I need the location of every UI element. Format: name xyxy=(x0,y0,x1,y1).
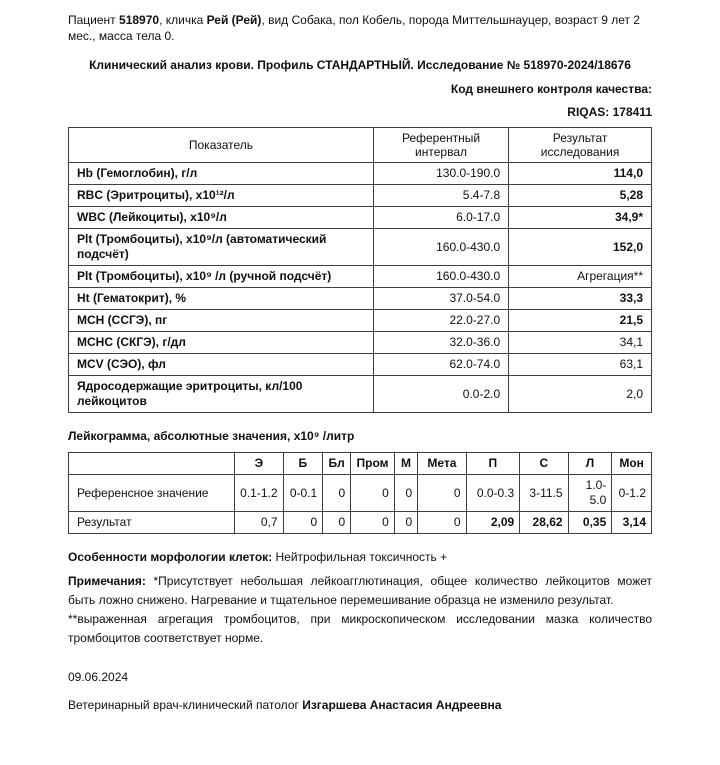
note-paragraph-2 xyxy=(68,610,652,648)
patient-label: Пациент xyxy=(68,13,120,27)
result-cell: 0 xyxy=(283,512,323,534)
reference-interval: 130.0-190.0 xyxy=(373,163,508,185)
cbc-row xyxy=(69,266,652,288)
cbc-row xyxy=(69,332,652,354)
reference-interval: 0.0-2.0 xyxy=(373,376,508,413)
cbc-header-reference: Референтный интервал xyxy=(373,128,508,163)
reference-interval: 5.4-7.8 xyxy=(373,185,508,207)
cell-morphology-line xyxy=(68,550,652,564)
cbc-header-row xyxy=(69,128,652,163)
row-label: Результат xyxy=(69,512,235,534)
leukogram-column-header: С xyxy=(520,453,568,475)
result-value: 114,0 xyxy=(509,163,652,185)
indicator-name: MCHC (СКГЭ), г/дл xyxy=(69,332,374,354)
indicator-name: Ht (Гематокрит), % xyxy=(69,288,374,310)
leukogram-corner-cell xyxy=(69,453,235,475)
cbc-header-indicator: Показатель xyxy=(69,128,374,163)
cbc-row xyxy=(69,288,652,310)
result-value: 5,28 xyxy=(509,185,652,207)
reference-interval: 6.0-17.0 xyxy=(373,207,508,229)
indicator-name: RBC (Эритроциты), х10¹²/л xyxy=(69,185,374,207)
result-cell: 0,35 xyxy=(568,512,612,534)
indicator-name: Hb (Гемоглобин), г/л xyxy=(69,163,374,185)
note-text-1: *Присутствует небольшая лейкоагглютинация, общее количество лейкоцитов может быть ложно снижено. Нагревание и тщательное перемешивание образца не изменило результат. xyxy=(68,574,652,607)
reference-cell: 3-11.5 xyxy=(520,475,568,512)
reference-interval: 160.0-430.0 xyxy=(373,229,508,266)
indicator-name: MCV (СЭО), фл xyxy=(69,354,374,376)
note-text-2: **выраженная агрегация тромбоцитов, при микроскопическом исследовании мазка количество тромбоцитов соответствует норме. xyxy=(68,612,652,645)
doctor-name: Изгаршева Анастасия Андреевна xyxy=(302,698,502,712)
morphology-value: Нейтрофильная токсичность + xyxy=(275,550,448,564)
patient-details: , вид Собака, пол Кобель, порода Миттельшнауцер, возраст 9 лет 2 мес., масса тела 0. xyxy=(68,13,640,43)
cbc-row xyxy=(69,185,652,207)
result-cell: 0 xyxy=(323,512,351,534)
cbc-row xyxy=(69,310,652,332)
notes-block xyxy=(68,572,652,648)
leukogram-title: Лейкограмма, абсолютные значения, х10⁹ /литр xyxy=(68,429,355,443)
result-value: 63,1 xyxy=(509,354,652,376)
row-label: Референсное значение xyxy=(69,475,235,512)
indicator-name: Plt (Тромбоциты), х10⁹/л (автоматический подсчёт) xyxy=(69,229,374,266)
leukogram-column-header: Б xyxy=(283,453,323,475)
reference-interval: 160.0-430.0 xyxy=(373,266,508,288)
leukogram-header-row xyxy=(69,453,652,475)
leukogram-column-header: Пром xyxy=(351,453,395,475)
qc-label: Код внешнего контроля качества: xyxy=(450,82,652,96)
report-date: 09.06.2024 xyxy=(68,670,129,684)
patient-id: 518970 xyxy=(119,13,160,27)
reference-interval: 32.0-36.0 xyxy=(373,332,508,354)
result-value: 34,1 xyxy=(509,332,652,354)
patient-nickname: Рей (Рей) xyxy=(206,13,262,27)
result-cell: 0 xyxy=(351,512,395,534)
reference-interval: 22.0-27.0 xyxy=(373,310,508,332)
result-cell: 2,09 xyxy=(466,512,520,534)
doctor-label: Ветеринарный врач-клинический патолог xyxy=(68,698,303,712)
result-cell: 0 xyxy=(394,512,417,534)
cbc-header-result: Результат исследования xyxy=(509,128,652,163)
result-cell: 0 xyxy=(418,512,466,534)
leukogram-column-header: Мон xyxy=(612,453,652,475)
reference-cell: 0 xyxy=(418,475,466,512)
notes-label: Примечания: xyxy=(68,574,154,588)
result-value: 21,5 xyxy=(509,310,652,332)
report-title: Клинический анализ крови. Профиль СТАНДАРТНЫЙ. Исследование № 518970-2024/18676 xyxy=(89,58,631,72)
reference-cell: 0 xyxy=(394,475,417,512)
leukogram-table xyxy=(68,452,652,534)
leukogram-column-header: Бл xyxy=(323,453,351,475)
reference-cell: 0.1-1.2 xyxy=(235,475,283,512)
reference-cell: 0-1.2 xyxy=(612,475,652,512)
result-value: 34,9* xyxy=(509,207,652,229)
cbc-row xyxy=(69,229,652,266)
reference-cell: 1.0-5.0 xyxy=(568,475,612,512)
doctor-line xyxy=(68,698,652,712)
result-cell: 28,62 xyxy=(520,512,568,534)
patient-info-line xyxy=(68,12,652,44)
leukogram-column-header: Л xyxy=(568,453,612,475)
indicator-name: Ядросодержащие эритроциты, кл/100 лейкоцитов xyxy=(69,376,374,413)
reference-cell: 0 xyxy=(351,475,395,512)
result-value: 33,3 xyxy=(509,288,652,310)
cbc-row xyxy=(69,163,652,185)
result-value: 2,0 xyxy=(509,376,652,413)
leukogram-reference-row xyxy=(69,475,652,512)
qc-code: RIQAS: 178411 xyxy=(567,105,652,119)
result-cell: 0,7 xyxy=(235,512,283,534)
reference-cell: 0-0.1 xyxy=(283,475,323,512)
indicator-name: Plt (Тромбоциты), х10⁹ /л (ручной подсчёт) xyxy=(69,266,374,288)
leukogram-column-header: П xyxy=(466,453,520,475)
leukogram-column-header: Мета xyxy=(418,453,466,475)
reference-interval: 37.0-54.0 xyxy=(373,288,508,310)
cbc-row xyxy=(69,354,652,376)
cbc-table xyxy=(68,127,652,413)
note-paragraph-1 xyxy=(68,572,652,610)
morphology-label: Особенности морфологии клеток: xyxy=(68,550,276,564)
indicator-name: WBC (Лейкоциты), х10⁹/л xyxy=(69,207,374,229)
result-cell: 3,14 xyxy=(612,512,652,534)
reference-cell: 0.0-0.3 xyxy=(466,475,520,512)
cbc-row xyxy=(69,376,652,413)
indicator-name: MCH (ССГЭ), пг xyxy=(69,310,374,332)
reference-cell: 0 xyxy=(323,475,351,512)
result-value: 152,0 xyxy=(509,229,652,266)
leukogram-column-header: Э xyxy=(235,453,283,475)
patient-nickname-label: , кличка xyxy=(159,13,207,27)
result-value: Агрегация** xyxy=(509,266,652,288)
leukogram-result-row xyxy=(69,512,652,534)
leukogram-column-header: М xyxy=(394,453,417,475)
reference-interval: 62.0-74.0 xyxy=(373,354,508,376)
cbc-row xyxy=(69,207,652,229)
